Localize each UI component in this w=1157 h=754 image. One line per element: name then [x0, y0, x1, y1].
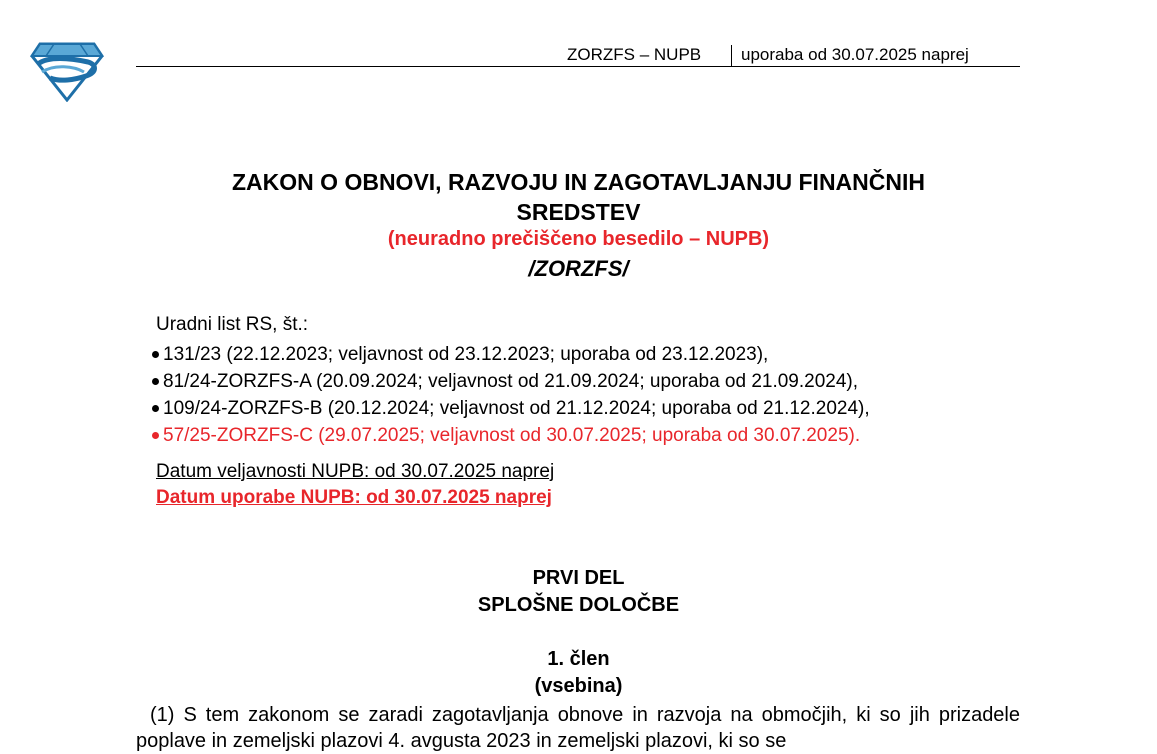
gazette-item-text: 57/25-ZORZFS-C (29.07.2025; veljavnost od 30.07.2025; uporaba od 30.07.2025). — [163, 424, 861, 446]
gazette-item-text: 131/23 (22.12.2023; veljavnost od 23.12.2023; uporaba od 23.12.2023), — [163, 343, 769, 365]
law-title-line-2: SREDSTEV — [516, 199, 641, 225]
header-separator — [731, 45, 732, 67]
article-number: 1. člen — [547, 648, 610, 670]
bullet-icon — [152, 405, 159, 412]
gazette-item — [149, 341, 870, 368]
sd-diamond-logo-icon — [30, 42, 104, 102]
part-number: PRVI DEL — [532, 567, 625, 589]
header-rule — [136, 66, 1020, 67]
article-paragraph — [136, 702, 1020, 754]
header-doc-ref: ZORZFS – NUPB — [567, 45, 702, 64]
gazette-item-text: 109/24-ZORZFS-B (20.12.2024; veljavnost od 21.12.2024; uporaba od 21.12.2024), — [163, 397, 870, 419]
law-abbreviation: /ZORZFS/ — [528, 256, 629, 281]
gazette-item-latest — [149, 422, 870, 449]
bullet-icon — [152, 432, 159, 439]
law-subtitle: (neuradno prečiščeno besedilo – NUPB) — [387, 228, 770, 250]
validity-date: Datum veljavnosti NUPB: od 30.07.2025 naprej — [156, 461, 555, 482]
part-name: SPLOŠNE DOLOČBE — [477, 594, 680, 616]
usage-date: Datum uporabe NUPB: od 30.07.2025 naprej — [156, 487, 552, 508]
gazette-item — [149, 395, 870, 422]
gazette-item-text: 81/24-ZORZFS-A (20.09.2024; veljavnost od 21.09.2024; uporaba od 21.09.2024), — [163, 370, 859, 392]
bullet-icon — [152, 351, 159, 358]
bullet-icon — [152, 378, 159, 385]
gazette-list — [149, 341, 870, 449]
gazette-intro: Uradni list RS, št.: — [156, 314, 309, 335]
article-name: (vsebina) — [534, 675, 623, 697]
law-title-line-1: ZAKON O OBNOVI, RAZVOJU IN ZAGOTAVLJANJU FINANČNIH — [232, 169, 925, 195]
gazette-item — [149, 368, 870, 395]
header-date-range: uporaba od 30.07.2025 naprej — [741, 45, 969, 64]
law-title — [0, 167, 1157, 227]
article-paragraph-text: (1) S tem zakonom se zaradi zagotavljanja obnove in razvoja na območjih, ki so jih prizadele poplave in zemeljski plazovi 4. avgusta 2023 in zemeljski plazovi, ki so se — [136, 704, 1020, 752]
